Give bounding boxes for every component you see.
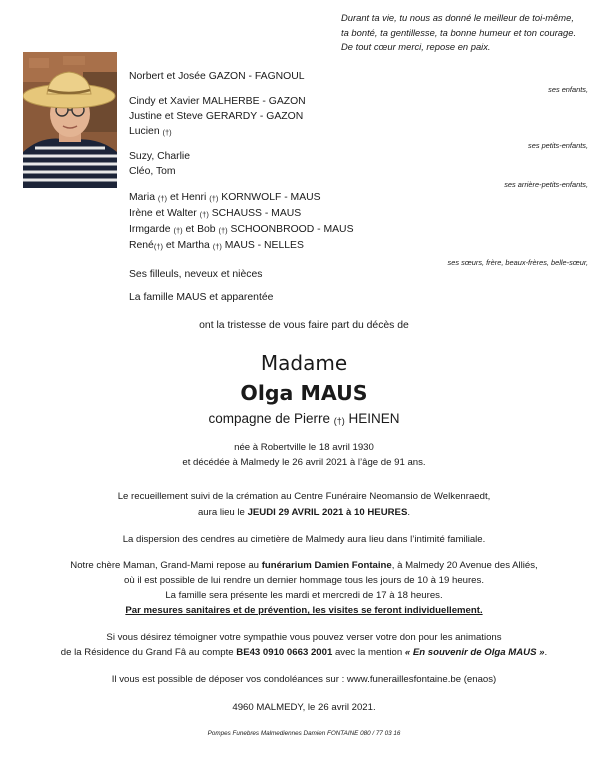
great-grandchild-line: Cléo, Tom (129, 166, 176, 177)
cross-symbol: (†) (209, 194, 219, 203)
siblings-label: ses sœurs, frère, beaux-frères, belle-sœur, (447, 258, 588, 267)
ashes-line: La dispersion des cendres au cimetière de Malmedy aura lieu dans l’intimité familiale. (122, 534, 486, 545)
sibling-line (129, 192, 321, 203)
condolences-line: Il vous est possible de déposer vos condoléances sur : www.funeraillesfontaine.be (enaos) (111, 674, 497, 685)
donation-account-line (0, 647, 608, 658)
cross-symbol: (†) (333, 416, 345, 426)
rest-text: Notre chère Maman, Grand-Mami repose au (70, 560, 262, 571)
donation-text: avec la mention (332, 647, 405, 658)
godchildren-line: Ses filleuls, neveux et nièces (129, 269, 263, 280)
partner-surname: HEINEN (348, 411, 400, 426)
ceremony-text: aura lieu le (197, 507, 248, 518)
partner-text: compagne de Pierre (208, 411, 331, 426)
family-line: La famille MAUS et apparentée (129, 292, 274, 303)
deceased-title: Madame (260, 351, 348, 375)
deceased-photo (23, 52, 117, 188)
sibling-name: et Henri (169, 192, 207, 203)
sibling-name: René (129, 240, 154, 251)
sibling-surname: SCHOONBROOD - MAUS (230, 224, 354, 235)
great-grandchildren-label: ses arrière-petits-enfants, (504, 180, 588, 189)
grandchild-name: Lucien (129, 126, 160, 137)
grandchild-line: Cindy et Xavier MALHERBE - GAZON (129, 96, 306, 107)
quote-line: De tout cœur merci, repose en paix. (341, 41, 491, 52)
family-presence-line: La famille sera présente les mardi et mercredi de 17 à 18 heures. (165, 590, 443, 601)
quote-line: ta bonté, ta gentillesse, ta bonne humeur et ton courage. (341, 26, 577, 38)
cross-symbol: (†) (153, 242, 164, 251)
rest-line (0, 560, 608, 571)
place-date: 4960 MALMEDY, le 26 avril 2021. (232, 702, 376, 713)
sibling-name: Irène et Walter (129, 208, 197, 219)
donation-line: Si vous désirez témoigner votre sympathie vous pouvez verser votre don pour les animations (106, 632, 502, 643)
quote-line: Durant ta vie, tu nous as donné le meilleur de toi-même, (341, 12, 574, 23)
visit-hours-line: où il est possible de lui rendre un dernier hommage tous les jours de 10 à 19 heures. (124, 575, 484, 586)
funerarium-name: funérarium Damien Fontaine (261, 560, 392, 571)
footer-funeral-home: Pompes Funebres Malmediennes Damien FONTAINE 080 / 77 03 16 (207, 730, 401, 737)
sibling-name: et Martha (165, 240, 210, 251)
deceased-name: Olga MAUS (240, 381, 368, 405)
grandchild-line (129, 126, 172, 137)
ceremony-date: JEUDI 29 AVRIL 2021 à 10 HEURES (247, 507, 408, 518)
announcement-text: ont la tristesse de vous faire part du décès de (199, 320, 409, 331)
ceremony-line: Le recueillement suivi de la crémation au Centre Funéraire Neomansio de Welkenraedt, (117, 491, 491, 502)
cross-symbol: (†) (218, 226, 228, 235)
sibling-surname: SCHAUSS - MAUS (211, 208, 302, 219)
donation-text: . (544, 647, 548, 658)
rest-text: , à Malmedy 20 Avenue des Alliés, (391, 560, 538, 571)
donation-mention: « En souvenir de Olga MAUS » (404, 647, 545, 658)
sanitary-notice: Par mesures sanitaires et de prévention, les visites se feront individuellement. (125, 605, 483, 616)
sibling-name: Irmgarde (129, 224, 171, 235)
ceremony-date-line (0, 507, 608, 518)
sibling-line (129, 208, 301, 219)
sibling-surname: KORNWOLF - MAUS (221, 192, 321, 203)
children-label: ses enfants, (548, 85, 588, 94)
children-line: Norbert et Josée GAZON - FAGNOUL (129, 71, 305, 82)
bank-account: BE43 0910 0663 2001 (236, 647, 333, 658)
ceremony-text: . (407, 507, 411, 518)
great-grandchild-line: Suzy, Charlie (129, 151, 191, 162)
sibling-name: et Bob (185, 224, 216, 235)
sibling-surname: MAUS - NELLES (224, 240, 304, 251)
birth-line: née à Robertville le 18 avril 1930 (234, 442, 374, 453)
grandchildren-label: ses petits-enfants, (528, 141, 588, 150)
donation-text: de la Résidence du Grand Fâ au compte (60, 647, 237, 658)
cross-symbol: (†) (173, 226, 183, 235)
grandchild-line: Justine et Steve GERARDY - GAZON (129, 111, 304, 122)
partner-line (0, 411, 608, 426)
memorial-quote (341, 11, 603, 55)
cross-symbol: (†) (199, 210, 209, 219)
cross-symbol: (†) (162, 128, 172, 137)
death-line: et décédée à Malmedy le 26 avril 2021 à l’âge de 91 ans. (182, 457, 426, 468)
cross-symbol: (†) (157, 194, 168, 203)
sibling-line (129, 240, 304, 251)
cross-symbol: (†) (212, 242, 222, 251)
sibling-line (129, 224, 354, 235)
sibling-name: Maria (129, 192, 155, 203)
